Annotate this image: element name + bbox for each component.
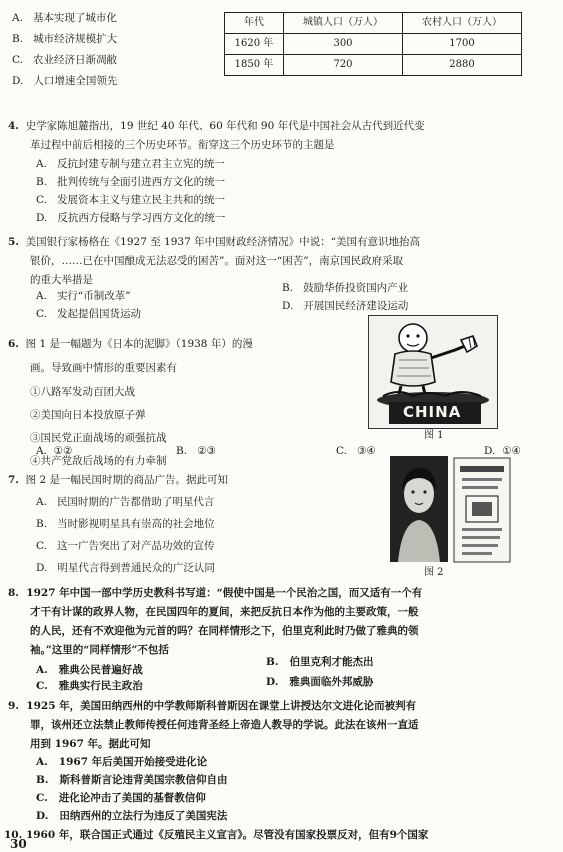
figure-2-caption: 图 2 [424,567,444,578]
table-header-row [225,13,522,34]
q9-option-c: C. 进化论冲击了美国的基督教信仰 [36,792,206,804]
q7-option-c: C. 这一广告突出了对产品功效的宣传 [36,540,215,552]
q10-line-1: 10. 1960 年，联合国正式通过《反殖民主义宣言》。尽管没有国家投票反对，但有9个国家 [4,829,429,841]
table-row [225,34,522,55]
q9-option-a: A. 1967 年后美国开始接受进化论 [36,756,208,768]
q5-line-3: 的重大举措是 [30,274,93,286]
table-cell: 2880 [403,55,522,76]
q4-line-2: 革过程中前后相接的三个历史环节。衔穿这三个历史环节的主题是 [30,139,335,151]
q8-line-2: 才干有计谋的政界人物，在民国四年的夏间，来把反抗日本作为他的主要政策，一般 [30,606,419,618]
q6-option-c: C. ③④ [336,445,376,457]
q8-line-3: 的人民，还有不欢迎他为元首的吗？在同样情形之下，伯里克利此时乃做了雅典的领 [30,625,419,637]
table-cell: 1850 年 [225,55,284,76]
figure-1-caption: 图 1 [424,430,444,441]
figure-1-cartoon [368,315,498,429]
q6-option-d: D. ①④ [484,445,521,457]
q9-line-2: 罪，该州还立法禁止教师传授任何违背圣经上帝造人教导的学说。此法在该州一直适 [30,719,419,731]
q8-option-b: B. 伯里克利才能杰出 [266,656,374,668]
table-cell: 300 [284,34,403,55]
q8-option-a: A. 雅典公民普遍好战 [36,664,143,676]
prev-option-d: D. 人口增速全国领先 [12,75,118,87]
cartoon-china-label: CHINA [403,403,462,421]
prev-option-a: A. 基本实现了城市化 [12,12,117,24]
table-cell: 720 [284,55,403,76]
q7-line-1: 7. 图 2 是一幅民国时期的商品广告。据此可知 [8,474,229,486]
q8-option-d: D. 雅典面临外邦威胁 [266,676,374,688]
q6-item-3: ③国民党正面战场的顽强抗战 [30,432,167,444]
table-header: 农村人口（万人） [403,13,522,34]
q8-option-c: C. 雅典实行民主政治 [36,680,143,692]
q5-option-c: C. 发起提倡国货运动 [36,308,142,320]
q5-option-d: D. 开展国民经济建设运动 [282,300,409,312]
q6-option-b: B. ②③ [176,445,216,457]
prev-option-b: B. 城市经济规模扩大 [12,33,118,45]
q6-item-2: ②美国向日本投放原子弹 [30,409,146,421]
q4-option-d: D. 反抗西方侵略与学习西方文化的统一 [36,212,226,224]
q7-option-d: D. 明星代言得到普通民众的广泛认同 [36,562,215,574]
page-number: 30 [10,837,27,851]
table-cell: 1620 年 [225,34,284,55]
table-cell: 1700 [403,34,522,55]
q5-option-b: B. 鼓励华侨投资国内产业 [282,282,409,294]
q6-item-4: ④共产党敌后战场的有力牵制 [30,455,167,467]
q5-line-1: 5. 美国银行家杨格在《1927 至 1937 年中国财政经济情况》中说：“美国有意识地抬高 [8,236,420,248]
q9-line-1: 9. 1925 年，美国田纳西州的中学教师斯科普斯因在课堂上讲授达尔文进化论而被判有 [8,700,417,712]
advertisement-illustration [390,456,512,566]
q5-option-a: A. 实行“币制改革” [36,290,131,302]
q9-option-b: B. 斯科普斯言论违背美国宗教信仰自由 [36,774,228,786]
table-header: 城镇人口（万人） [284,13,403,34]
q6-option-a: A. ①② [36,445,73,457]
population-table [224,12,522,76]
q7-option-a: A. 民国时期的广告都借助了明星代言 [36,496,215,508]
q8-line-1: 8. 1927 年中国一部中学历史教科书写道：“假使中国是一个民治之国，而又适有一个有 [8,587,423,599]
q8-line-4: 袖。”这里的“同样情形”不包括 [30,644,169,656]
prev-option-c: C. 农业经济日渐凋敝 [12,54,118,66]
q6-line-2: 画。导致画中情形的重要因素有 [30,362,177,374]
q9-option-d: D. 田纳西州的立法行为违反了美国宪法 [36,810,228,822]
q4-option-a: A. 反抗封建专制与建立君主立宪的统一 [36,158,225,170]
q4-line-1: 4. 史学家陈旭麓指出，19 世纪 40 年代、60 年代和 90 年代是中国社会从古代到近代变 [8,120,425,132]
q4-option-c: C. 发展资本主义与建立民主共和的统一 [36,194,226,206]
figure-2-advertisement [390,456,512,566]
table-header: 年代 [225,13,284,34]
q7-option-b: B. 当时影视明星具有崇高的社会地位 [36,518,215,530]
q6-item-1: ①八路军发动百团大战 [30,386,135,398]
q9-line-3: 用到 1967 年。据此可知 [30,738,151,750]
q4-option-b: B. 批判传统与全面引进西方文化的统一 [36,176,226,188]
table-row [225,55,522,76]
q5-line-2: 银价，……已在中国酿成无法忍受的困苦”。面对这一“困苦”，南京国民政府采取 [30,255,404,267]
q6-line-1: 6. 图 1 是一幅题为《日本的泥脚》（1938 年）的漫 [8,338,253,350]
